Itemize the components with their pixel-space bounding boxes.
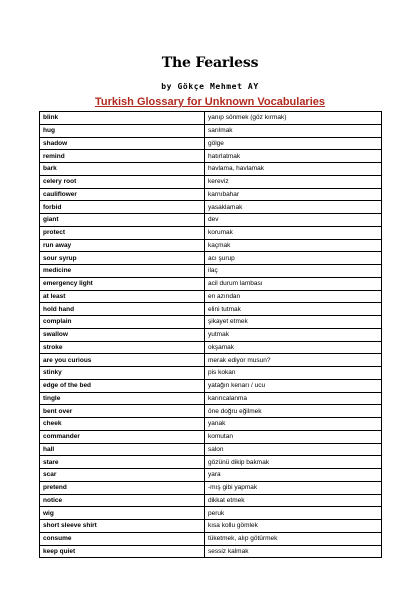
- table-row: [40, 201, 382, 214]
- english-term: giant: [40, 214, 205, 227]
- glossary-heading: [0, 96, 420, 108]
- english-term: hug: [40, 124, 205, 137]
- english-term: blink: [40, 112, 205, 125]
- turkish-translation: kereviz: [205, 175, 382, 188]
- english-term: consume: [40, 532, 205, 545]
- english-term: commander: [40, 430, 205, 443]
- turkish-translation: salon: [205, 443, 382, 456]
- table-row: [40, 341, 382, 354]
- turkish-translation: korumak: [205, 226, 382, 239]
- english-term: wig: [40, 507, 205, 520]
- table-row: [40, 239, 382, 252]
- turkish-translation: hatırlatmak: [205, 150, 382, 163]
- turkish-translation: kısa kollu gömlek: [205, 520, 382, 533]
- turkish-translation: gölge: [205, 137, 382, 150]
- english-term: stroke: [40, 341, 205, 354]
- table-row: [40, 354, 382, 367]
- table-row: [40, 456, 382, 469]
- english-term: hold hand: [40, 303, 205, 316]
- table-row: [40, 252, 382, 265]
- english-term: medicine: [40, 265, 205, 278]
- turkish-translation: elini tutmak: [205, 303, 382, 316]
- table-row: [40, 520, 382, 533]
- table-row: [40, 277, 382, 290]
- english-term: cauliflower: [40, 188, 205, 201]
- table-row: [40, 290, 382, 303]
- table-row: [40, 137, 382, 150]
- table-row: [40, 303, 382, 316]
- turkish-translation: yanıp sönmek (göz kırmak): [205, 112, 382, 125]
- english-term: keep quiet: [40, 545, 205, 558]
- english-term: tingle: [40, 392, 205, 405]
- english-term: sour syrup: [40, 252, 205, 265]
- turkish-translation: yara: [205, 469, 382, 482]
- table-row: [40, 545, 382, 558]
- document-title: The Fearless: [161, 55, 259, 71]
- english-term: are you curious: [40, 354, 205, 367]
- table-row: [40, 226, 382, 239]
- table-row: [40, 150, 382, 163]
- glossary-heading-text: Turkish Glossary for Unknown Vocabularies: [94, 96, 326, 108]
- table-row: [40, 507, 382, 520]
- turkish-translation: yasaklamak: [205, 201, 382, 214]
- english-term: scar: [40, 469, 205, 482]
- table-row: [40, 469, 382, 482]
- english-term: emergency light: [40, 277, 205, 290]
- glossary-table: [39, 111, 382, 558]
- table-row: [40, 175, 382, 188]
- table-row: [40, 124, 382, 137]
- turkish-translation: tüketmek, alıp götürmek: [205, 532, 382, 545]
- turkish-translation: acil durum lambası: [205, 277, 382, 290]
- turkish-translation: en azından: [205, 290, 382, 303]
- turkish-translation: sarılmak: [205, 124, 382, 137]
- turkish-translation: şikayet etmek: [205, 316, 382, 329]
- english-term: pretend: [40, 481, 205, 494]
- table-row: [40, 214, 382, 227]
- table-row: [40, 532, 382, 545]
- turkish-translation: sessiz kalmak: [205, 545, 382, 558]
- table-row: [40, 188, 382, 201]
- turkish-translation: peruk: [205, 507, 382, 520]
- table-row: [40, 405, 382, 418]
- table-row: [40, 392, 382, 405]
- turkish-translation: yutmak: [205, 328, 382, 341]
- english-term: cheek: [40, 418, 205, 431]
- turkish-translation: gözünü dikip bakmak: [205, 456, 382, 469]
- english-term: run away: [40, 239, 205, 252]
- english-term: hall: [40, 443, 205, 456]
- turkish-translation: havlama, havlamak: [205, 163, 382, 176]
- english-term: remind: [40, 150, 205, 163]
- english-term: protect: [40, 226, 205, 239]
- english-term: shadow: [40, 137, 205, 150]
- english-term: stare: [40, 456, 205, 469]
- turkish-translation: karnıbahar: [205, 188, 382, 201]
- table-row: [40, 430, 382, 443]
- turkish-translation: yatağın kenarı / ucu: [205, 379, 382, 392]
- turkish-translation: merak ediyor musun?: [205, 354, 382, 367]
- table-row: [40, 379, 382, 392]
- english-term: stinky: [40, 367, 205, 380]
- table-row: [40, 494, 382, 507]
- author-byline: by Gökçe Mehmet AY: [161, 82, 259, 91]
- turkish-translation: -mış gibi yapmak: [205, 481, 382, 494]
- table-row: [40, 163, 382, 176]
- turkish-translation: dikkat etmek: [205, 494, 382, 507]
- english-term: at least: [40, 290, 205, 303]
- table-row: [40, 265, 382, 278]
- turkish-translation: okşamak: [205, 341, 382, 354]
- turkish-translation: komutan: [205, 430, 382, 443]
- english-term: edge of the bed: [40, 379, 205, 392]
- glossary-table-body: [40, 112, 382, 558]
- table-row: [40, 418, 382, 431]
- turkish-translation: yanak: [205, 418, 382, 431]
- table-row: [40, 481, 382, 494]
- english-term: forbid: [40, 201, 205, 214]
- table-row: [40, 328, 382, 341]
- turkish-translation: acı şurup: [205, 252, 382, 265]
- english-term: notice: [40, 494, 205, 507]
- table-row: [40, 443, 382, 456]
- english-term: short sleeve shirt: [40, 520, 205, 533]
- table-row: [40, 112, 382, 125]
- turkish-translation: kaçmak: [205, 239, 382, 252]
- turkish-translation: ilaç: [205, 265, 382, 278]
- turkish-translation: öne doğru eğilmek: [205, 405, 382, 418]
- table-row: [40, 367, 382, 380]
- english-term: complain: [40, 316, 205, 329]
- english-term: swallow: [40, 328, 205, 341]
- turkish-translation: pis kokan: [205, 367, 382, 380]
- english-term: celery root: [40, 175, 205, 188]
- turkish-translation: dev: [205, 214, 382, 227]
- english-term: bent over: [40, 405, 205, 418]
- turkish-translation: karıncalanma: [205, 392, 382, 405]
- english-term: bark: [40, 163, 205, 176]
- table-row: [40, 316, 382, 329]
